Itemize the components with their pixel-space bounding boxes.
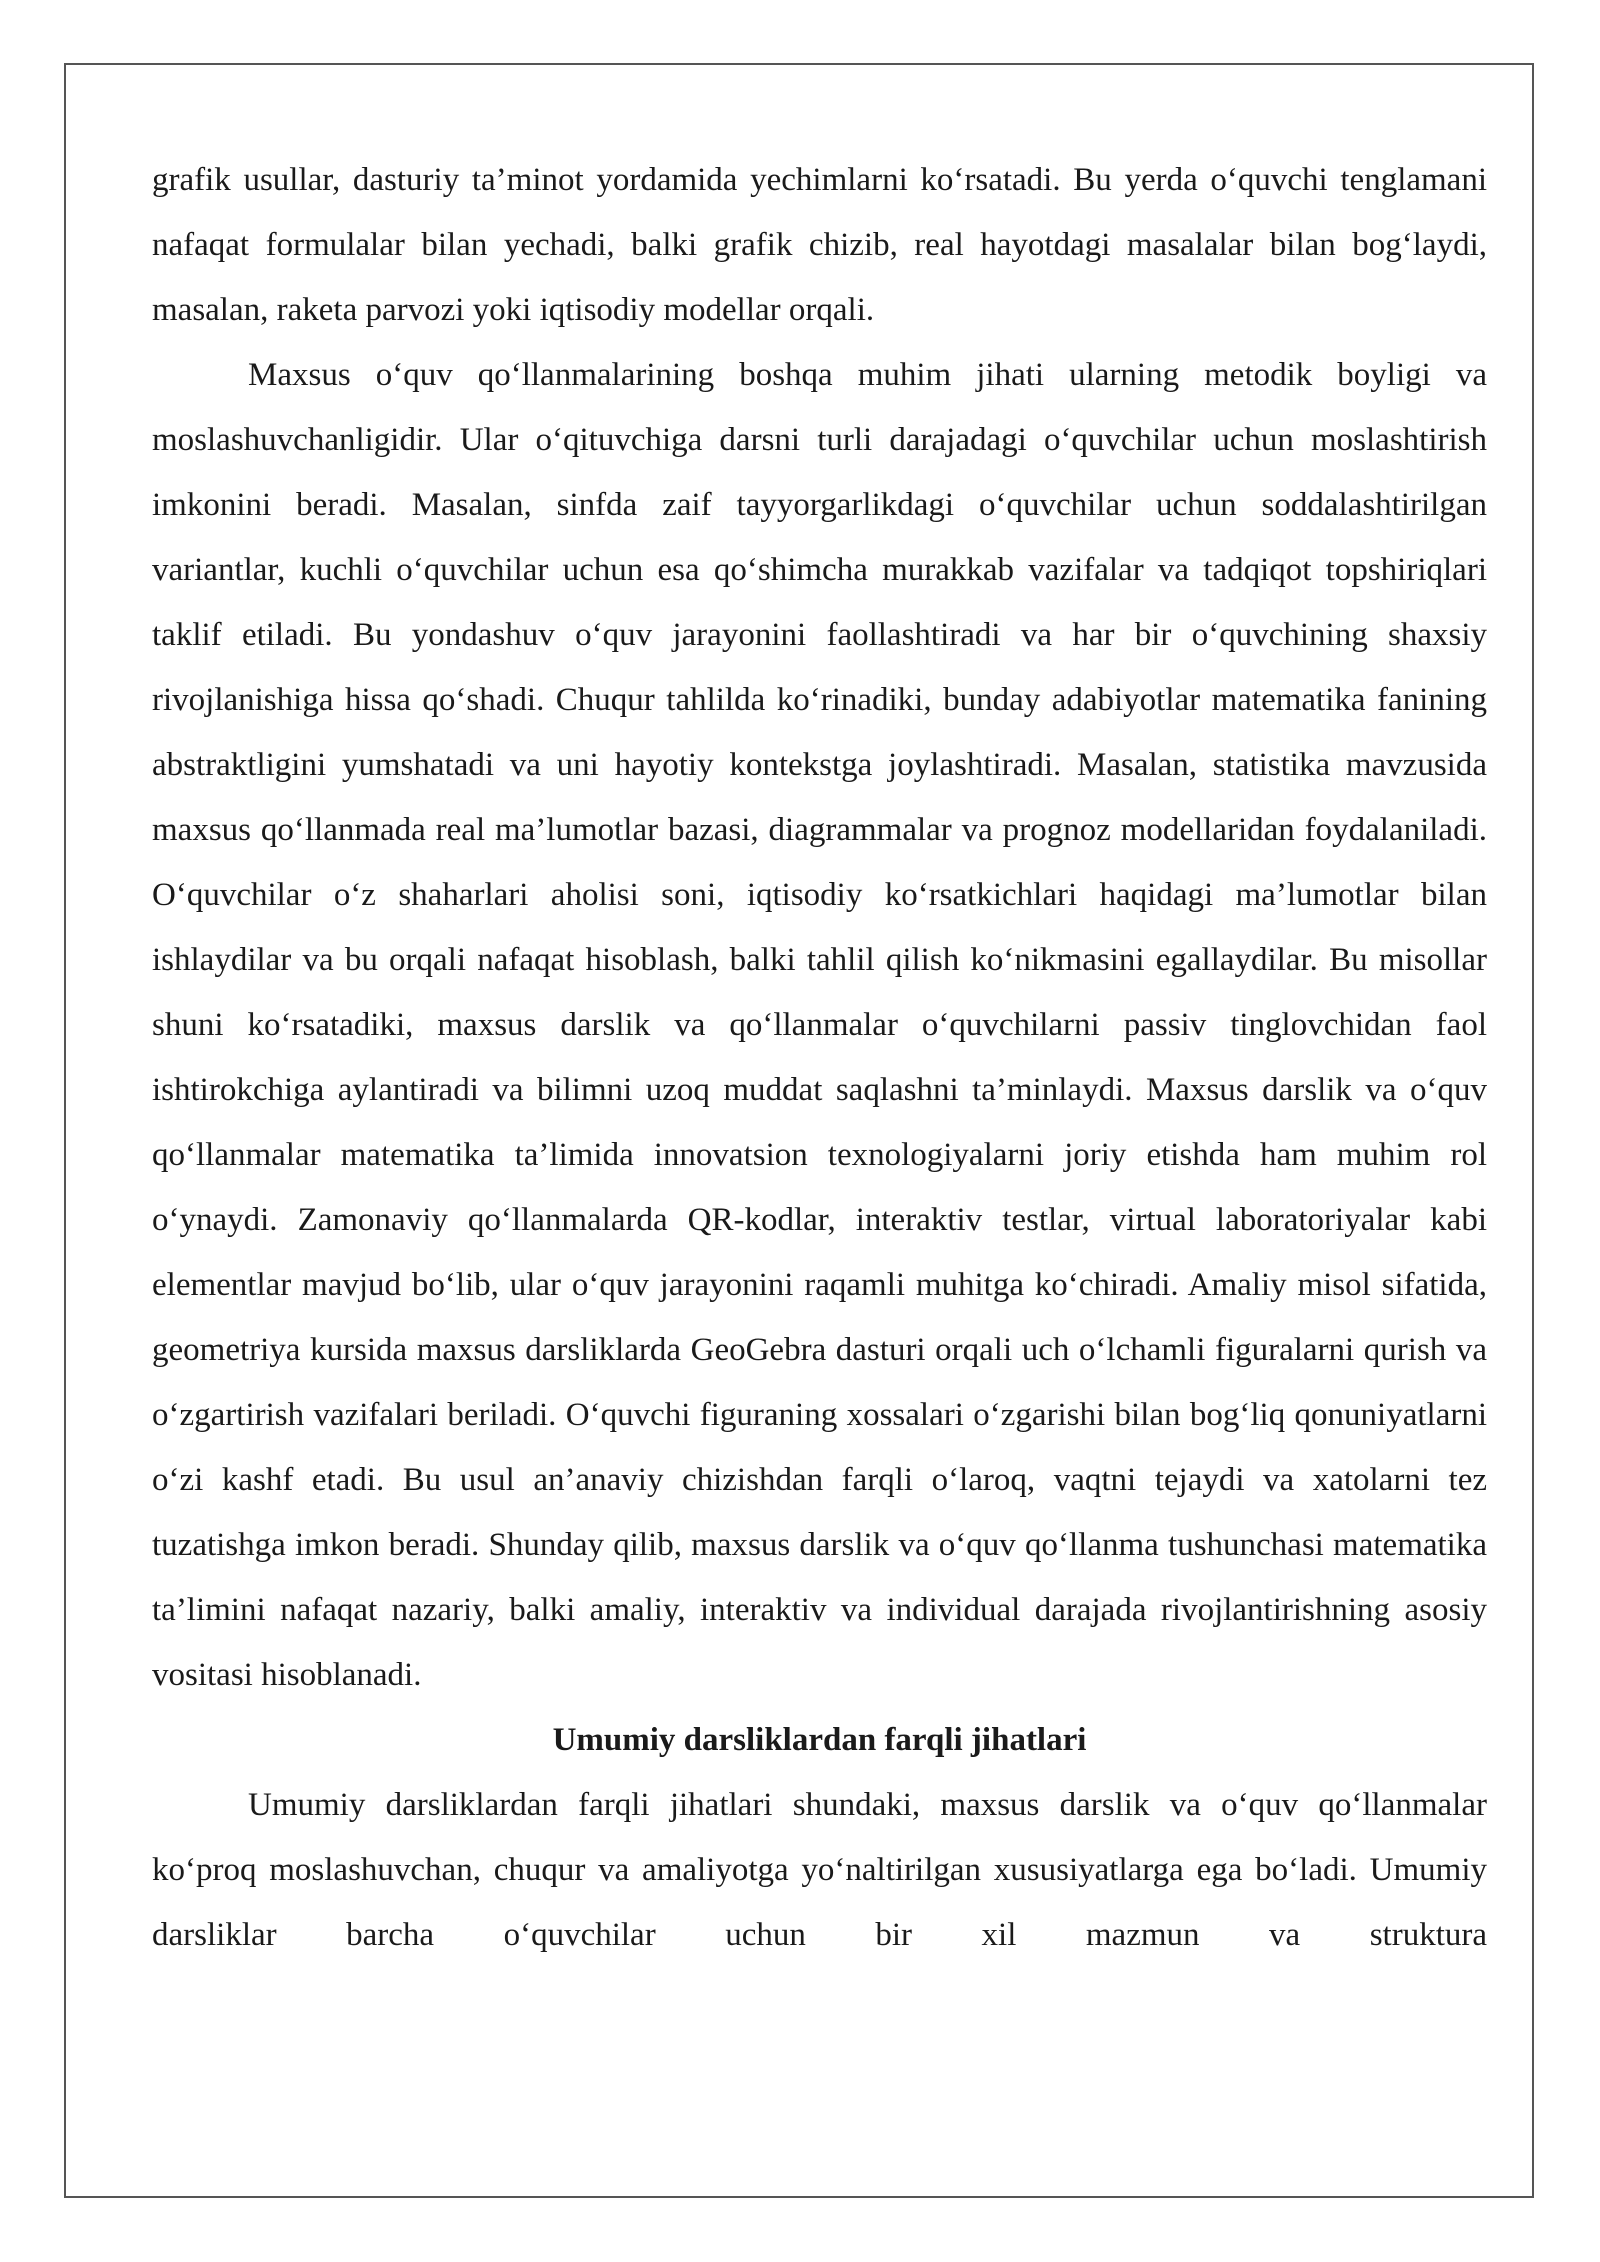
- paragraph-continuation: grafik usullar, dasturiy ta’minot yordamida yechimlarni ko‘rsatadi. Bu yerda o‘quvchi tenglamani nafaqat formulalar bilan yechadi, balki grafik chizib, real hayotdagi masalalar bilan bog‘laydi, masalan, raketa parvozi yoki iqtisodiy modellar orqali.: [152, 162, 1487, 328]
- section-heading: Umumiy darsliklardan farqli jihatlari: [552, 1722, 1087, 1758]
- paragraph-methodical-richness: Maxsus o‘quv qo‘llanmalarining boshqa muhim jihati ularning metodik boyligi va moslashuvchanligidir. Ular o‘qituvchiga darsni turli darajadagi o‘quvchilar uchun moslashtirish imkonini beradi. Masalan, sinfda zaif tayyorgarlikdagi o‘quvchilar uchun soddalashtirilgan variantlar, kuchli o‘quvchilar uchun esa qo‘shimcha murakkab vazifalar va tadqiqot topshiriqlari taklif etiladi. Bu yondashuv o‘quv jarayonini faollashtiradi va har bir o‘quvchining shaxsiy rivojlanishiga hissa qo‘shadi. Chuqur tahlilda ko‘rinadiki, bunday adabiyotlar matematika fanining abstraktligini yumshatadi va uni hayotiy kontekstga joylashtiradi. Masalan, statistika mavzusida maxsus qo‘llanmada real ma’lumotlar bazasi, diagrammalar va prognoz modellaridan foydalaniladi. O‘quvchilar o‘z shaharlari aholisi soni, iqtisodiy ko‘rsatkichlari haqidagi ma’lumotlar bilan ishlaydilar va bu orqali nafaqat hisoblash, balki tahlil qilish ko‘nikmasini egallaydilar. Bu misollar shuni ko‘rsatadiki, maxsus darslik va qo‘llanmalar o‘quvchilarni passiv tinglovchidan faol ishtirokchiga aylantiradi va bilimni uzoq muddat saqlashni ta’minlaydi. Maxsus darslik va o‘quv qo‘llanmalar matematika ta’limida innovatsion texnologiyalarni joriy etishda ham muhim rol o‘ynaydi. Zamonaviy qo‘llanmalarda QR-kodlar, interaktiv testlar, virtual laboratoriyalar kabi elementlar mavjud bo‘lib, ular o‘quv jarayonini raqamli muhitga ko‘chiradi. Amaliy misol sifatida, geometriya kursida maxsus darsliklarda GeoGebra dasturi orqali uch o‘lchamli figuralarni qurish va o‘zgartirish vazifalari beriladi. O‘quvchi figuraning xossalari o‘zgarishi bilan bog‘liq qonuniyatlarni o‘zi kashf etadi. Bu usul an’anaviy chizishdan farqli o‘laroq, vaqtni tejaydi va xatolarni tez tuzatishga imkon beradi. Shunday qilib, maxsus darslik va o‘quv qo‘llanma tushunchasi matematika ta’limini nafaqat nazariy, balki amaliy, interaktiv va individual darajada rivojlantirishning asosiy vositasi hisoblanadi.: [152, 357, 1487, 1693]
- document-body: [152, 148, 1487, 1968]
- paragraph-differences: Umumiy darsliklardan farqli jihatlari shundaki, maxsus darslik va o‘quv qo‘llanmalar ko‘proq moslashuvchan, chuqur va amaliyotga yo‘naltirilgan xususiyatlarga ega bo‘ladi. Umumiy darsliklar barcha o‘quvchilar uchun bir xil mazmun va struktura: [152, 1787, 1487, 1953]
